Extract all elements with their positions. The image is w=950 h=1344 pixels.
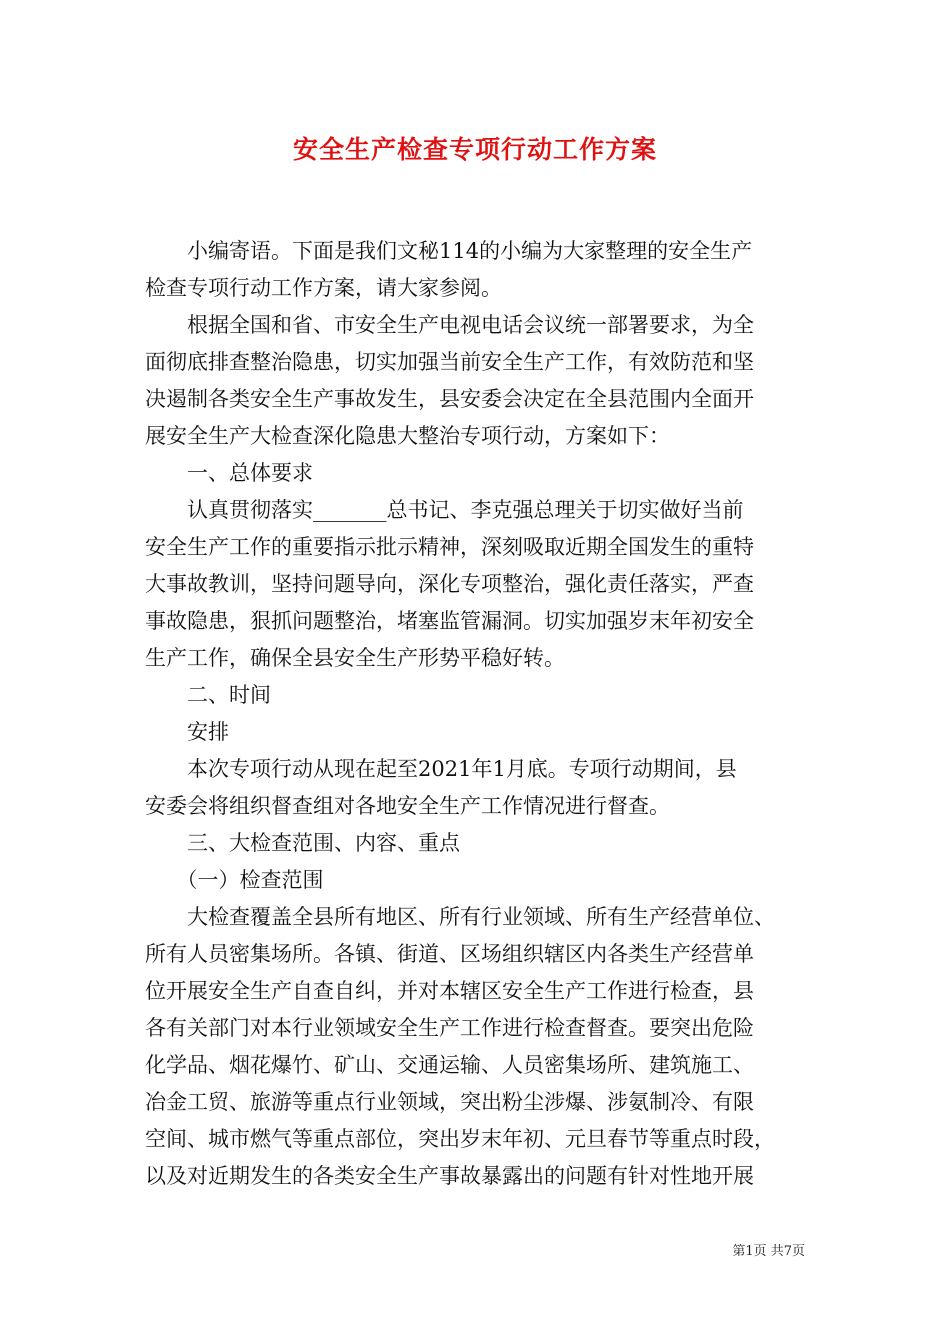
text-line: （一）检查范围 bbox=[145, 868, 324, 892]
text-line: 一、总体要求 bbox=[145, 461, 313, 485]
text-line: 安全生产工作的重要指示批示精神，深刻吸取近期全国发生的重特 bbox=[145, 535, 754, 559]
text-line: 安排 bbox=[145, 720, 229, 744]
text-line: 空间、城市燃气等重点部位，突出岁末年初、元旦春节等重点时段， bbox=[145, 1127, 775, 1151]
text-line: 事故隐患，狠抓问题整治，堵塞监管漏洞。切实加强岁末年初安全 bbox=[145, 609, 754, 633]
text-line: 各有关部门对本行业领域安全生产工作进行检查督查。要突出危险 bbox=[145, 1016, 754, 1040]
text-line: 大事故教训，坚持问题导向，深化专项整治，强化责任落实，严查 bbox=[145, 572, 754, 596]
text-line: 位开展安全生产自查自纠，并对本辖区安全生产工作进行检查，县 bbox=[145, 979, 754, 1003]
text-line: 化学品、烟花爆竹、矿山、交通运输、人员密集场所、建筑施工、 bbox=[145, 1053, 754, 1077]
page-title: 安全生产检查专项行动工作方案 bbox=[292, 135, 657, 164]
text-line: 检查专项行动工作方案，请大家参阅。 bbox=[145, 276, 502, 300]
text-line: 安委会将组织督查组对各地安全生产工作情况进行督查。 bbox=[145, 794, 670, 818]
text-line: 以及对近期发生的各类安全生产事故暴露出的问题有针对性地开展 bbox=[145, 1164, 754, 1188]
text-line: 二、时间 bbox=[145, 683, 271, 707]
document-body bbox=[145, 233, 810, 1195]
text-line: 三、大检查范围、内容、重点 bbox=[145, 831, 460, 855]
text-line: 展安全生产大检查深化隐患大整治专项行动，方案如下： bbox=[145, 424, 670, 448]
text-line: 认真贯彻落实_______总书记、李克强总理关于切实做好当前 bbox=[145, 498, 744, 522]
text-line: 冶金工贸、旅游等重点行业领域，突出粉尘涉爆、涉氨制冷、有限 bbox=[145, 1090, 754, 1114]
text-line: 所有人员密集场所。各镇、街道、区场组织辖区内各类生产经营单 bbox=[145, 942, 754, 966]
text-line: 生产工作，确保全县安全生产形势平稳好转。 bbox=[145, 646, 565, 670]
text-line: 决遏制各类安全生产事故发生，县安委会决定在全县范围内全面开 bbox=[145, 387, 754, 411]
page-number: 第1页 共7页 bbox=[732, 1244, 805, 1259]
text-line: 大检查覆盖全县所有地区、所有行业领域、所有生产经营单位、 bbox=[145, 905, 775, 929]
text-line: 本次专项行动从现在起至2021年1月底。专项行动期间，县 bbox=[145, 757, 737, 781]
text-line: 小编寄语。下面是我们文秘114的小编为大家整理的安全生产 bbox=[145, 239, 753, 263]
text-line: 根据全国和省、市安全生产电视电话会议统一部署要求，为全 bbox=[145, 313, 754, 337]
text-line: 面彻底排查整治隐患，切实加强当前安全生产工作，有效防范和坚 bbox=[145, 350, 754, 374]
